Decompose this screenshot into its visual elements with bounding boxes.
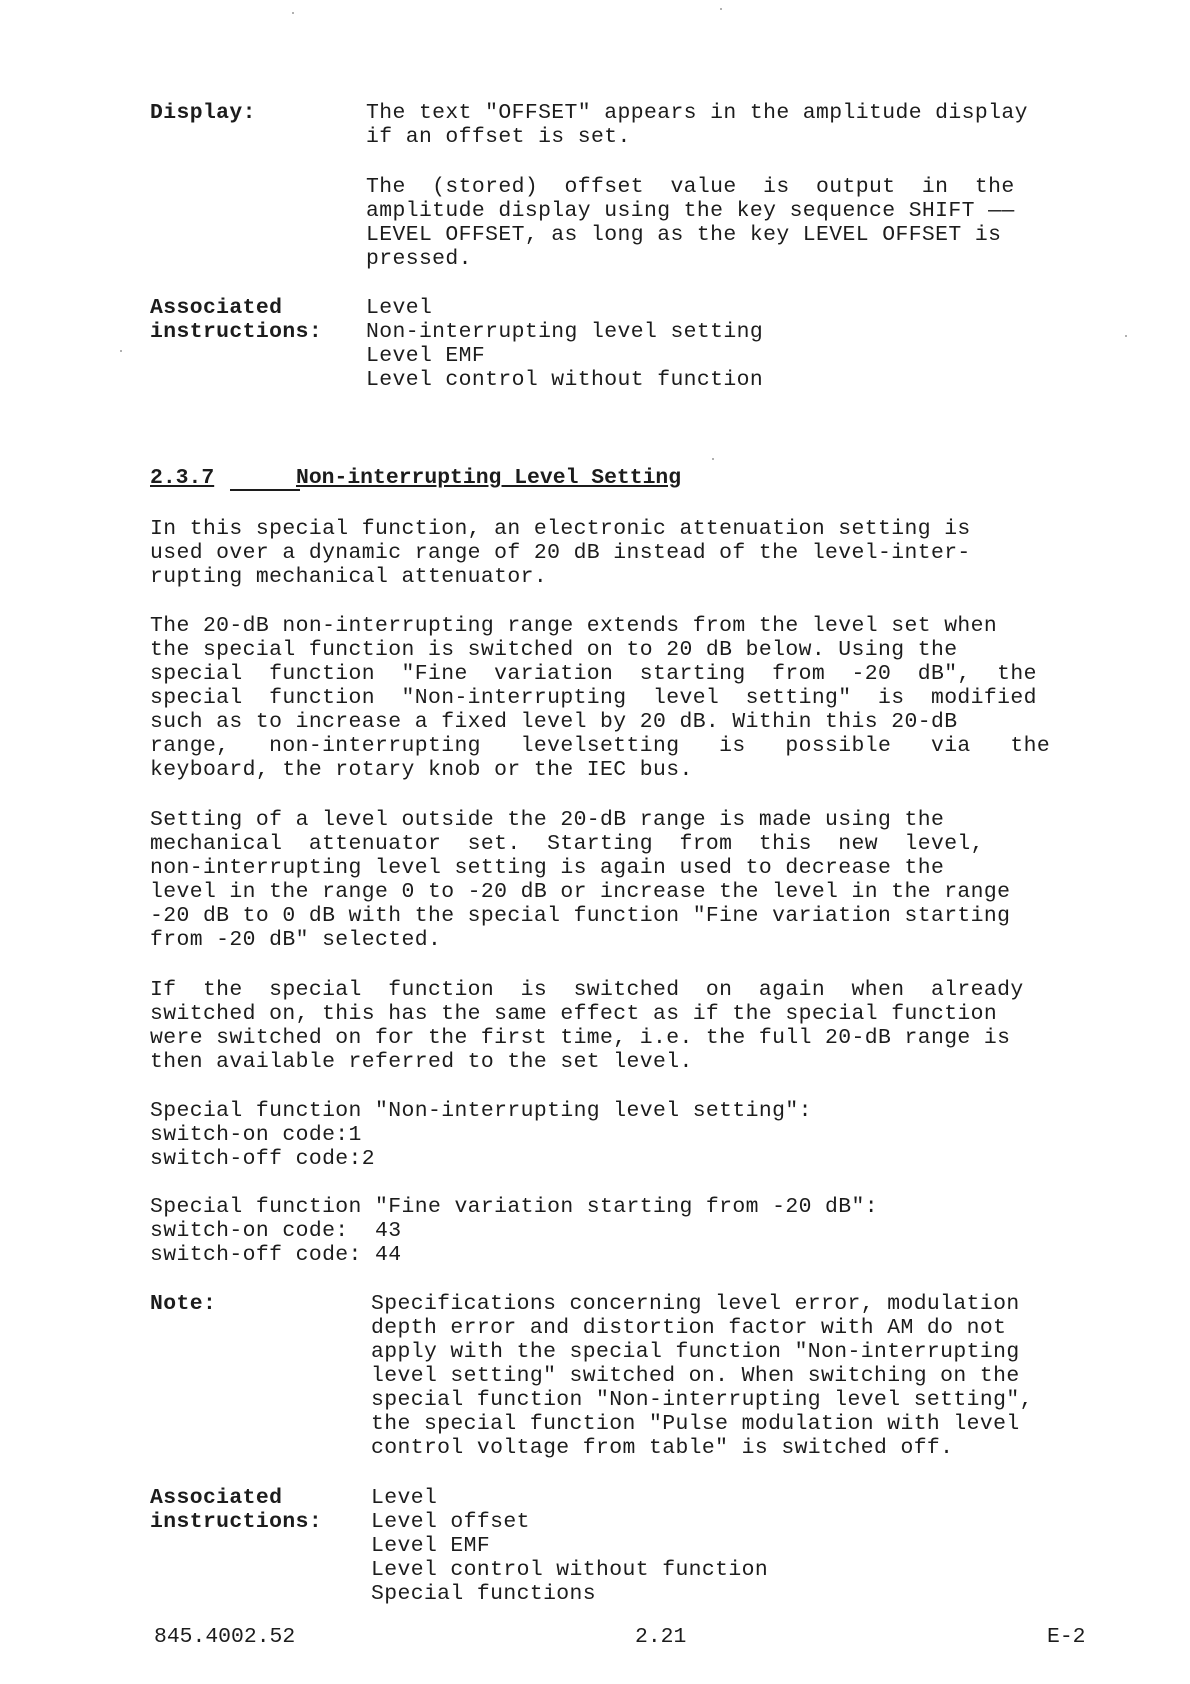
scan-speck <box>120 350 122 352</box>
footer-doc-number: 845.4002.52 <box>154 1625 296 1649</box>
section-number: 2.3.7 <box>150 466 215 490</box>
heading-underline <box>230 489 300 491</box>
associated-instructions-label-2: Associated instructions: <box>150 1486 323 1534</box>
display-paragraph-1: The text "OFFSET" appears in the amplitude display if an offset is set. <box>366 101 1028 149</box>
associated-instructions-list-2: Level Level offset Level EMF Level control without function Special functions <box>371 1486 769 1606</box>
section-title: Non-interrupting Level Setting <box>296 466 682 490</box>
body-paragraph-4: If the special function is switched on again when already switched on, this has the same effect as if the special function were switched on for the first time, i.e. the full 20-dB range is then available referred to the set level. <box>150 978 1024 1074</box>
body-paragraph-1: In this special function, an electronic attenuation setting is used over a dynamic range of 20 dB instead of the level-inter- rupting mechanical attenuator. <box>150 517 971 589</box>
footer-page-number: 2.21 <box>635 1625 687 1649</box>
display-label: Display: <box>150 101 256 125</box>
scan-speck <box>1125 335 1127 337</box>
body-paragraph-2: The 20-dB non-interrupting range extends from the level set when the special function is switched on to 20 dB below. Using the special function "Fine variation starting from -20 dB", the special function "Non-interrupting level setting" is modified such as to increase a fixed level by 20 dB. Within this 20-dB range, non-interrupting levelsetting is possible via the keyboard, the rotary knob or the IEC bus. <box>150 614 1051 782</box>
special-function-codes-2: Special function "Fine variation starting from -20 dB": switch-on code: 43 switch-off code: 44 <box>150 1195 879 1267</box>
associated-instructions-label: Associated instructions: <box>150 296 323 344</box>
scan-speck <box>720 8 722 10</box>
footer-edition: E-2 <box>1047 1625 1086 1649</box>
note-text: Specifications concerning level error, modulation depth error and distortion factor with AM do not apply with the special function "Non-interrupting level setting" switched on. When switching on the special function "Non-interrupting level setting", the special function "Pulse modulation with level control voltage from table" is switched off. <box>371 1292 1033 1460</box>
special-function-codes-1: Special function "Non-interrupting level setting": switch-on code:1 switch-off code:2 <box>150 1099 812 1171</box>
scan-speck <box>292 12 294 14</box>
associated-instructions-list: Level Non-interrupting level setting Level EMF Level control without function <box>366 296 764 392</box>
note-label: Note: <box>150 1292 217 1316</box>
scan-speck <box>712 458 714 460</box>
display-paragraph-2: The (stored) offset value is output in the amplitude display using the key sequence SHIFT —— LEVEL OFFSET, as long as the key LEVEL OFFSET is pressed. <box>366 175 1015 271</box>
body-paragraph-3: Setting of a level outside the 20-dB range is made using the mechanical attenuator set. Starting from this new level, non-interrupting level setting is again used to decrease the level in the range 0 to -20 dB or increase the level in the range -20 dB to 0 dB with the special function "Fine variation starting from -20 dB" selected. <box>150 808 1011 952</box>
